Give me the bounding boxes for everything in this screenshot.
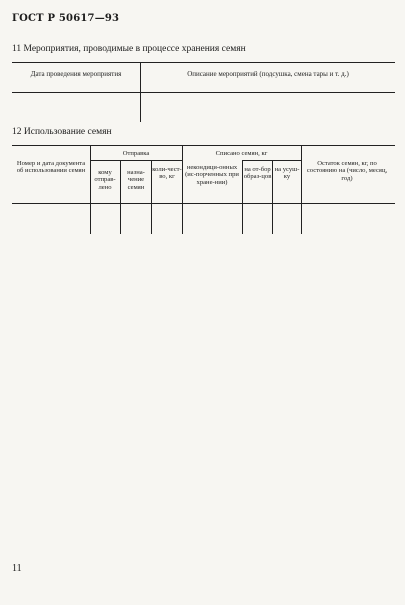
purpose-column-header: назна-чение семян: [127, 169, 145, 191]
shrinkage-column-header: на усуш-ку: [274, 166, 300, 181]
description-column-header: Описание мероприятий (подсушка, смена тары и т. д.): [187, 70, 349, 78]
written-off-group-header: Списано семян, кг: [215, 150, 268, 157]
shipping-group-header: Отправка: [122, 150, 150, 157]
substandard-column-header: некондици-онных (ис-порченных при хране-нии): [185, 164, 239, 186]
section-12-title: 12 Использование семян: [12, 127, 112, 137]
group-divider: [90, 160, 182, 161]
remainder-column-header: Остаток семян, кг, по состоянию на (число, месяц, год): [306, 160, 388, 182]
column-divider: [301, 146, 302, 234]
header-divider: [12, 92, 395, 93]
section-11-title: 11 Мероприятия, проводимые в процессе хранения семян: [12, 44, 246, 54]
standard-code: ГОСТ Р 50617—93: [12, 13, 120, 24]
page-number: 11: [12, 563, 22, 574]
seed-usage-table: [12, 145, 395, 234]
header-divider: [12, 203, 395, 204]
recipient-column-header: кому отправ-лено: [94, 169, 116, 191]
storage-measures-table: [12, 62, 395, 122]
sampling-column-header: на от-бор образ-цов: [243, 166, 272, 181]
document-column-header: Номер и дата документа об использовании семян: [16, 160, 86, 175]
quantity-column-header: коли-чест-во, кг: [152, 166, 182, 181]
column-divider: [182, 146, 183, 234]
date-column-header: Дата проведения мероприятия: [30, 70, 122, 78]
